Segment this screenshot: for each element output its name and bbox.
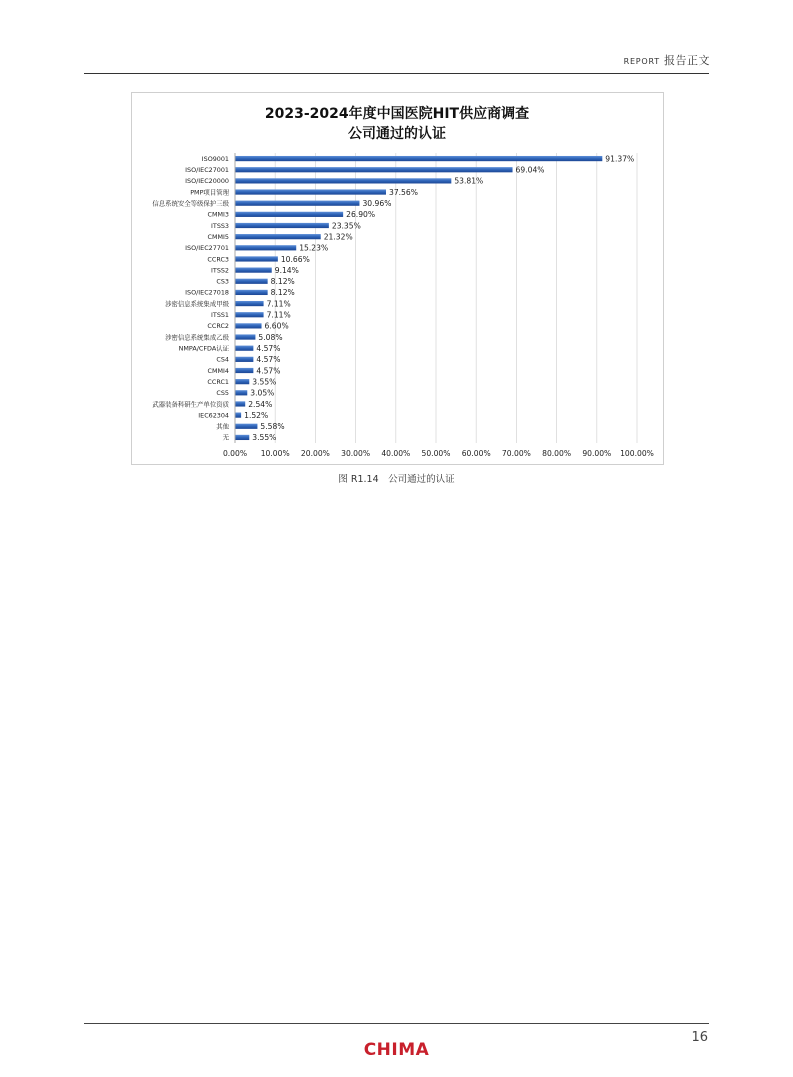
category-label: ITSS1 <box>211 311 229 320</box>
category-label: CMMI5 <box>207 232 229 241</box>
category-label: ISO/IEC27701 <box>185 244 229 253</box>
data-label: 3.55% <box>252 433 277 443</box>
bar <box>236 435 250 440</box>
category-label: ISO/IEC20000 <box>185 177 229 186</box>
data-label: 6.60% <box>264 321 289 331</box>
bar <box>236 268 272 273</box>
running-header <box>624 52 710 68</box>
data-label: 7.11% <box>266 299 291 309</box>
bar <box>236 212 344 217</box>
category-label: NMPA/CFDA认证 <box>178 344 229 353</box>
category-label: 无 <box>222 433 229 442</box>
x-tick-label: 30.00% <box>341 449 371 458</box>
category-label: ISO/IEC27018 <box>185 288 229 297</box>
header-label-cn: 报告正文 <box>664 54 710 67</box>
data-label: 5.08% <box>258 332 283 342</box>
category-label: CMMI3 <box>207 210 229 219</box>
bar <box>236 167 513 172</box>
bar <box>236 379 250 384</box>
x-tick-label: 100.00% <box>620 449 654 458</box>
chart-frame <box>131 92 664 465</box>
page-number: 16 <box>691 1030 708 1045</box>
footer-divider <box>84 1023 709 1024</box>
bar <box>236 323 262 328</box>
category-label: 信息系统安全等级保护三级 <box>152 199 229 208</box>
data-label: 21.32% <box>323 232 353 242</box>
chima-logo: CHIMA <box>363 1040 430 1060</box>
bar <box>236 256 278 261</box>
bar <box>236 390 248 395</box>
bar <box>236 334 256 339</box>
category-label: ISO/IEC27001 <box>185 166 229 175</box>
figure-caption: 图 R1.14 公司通过的认证 <box>338 474 455 485</box>
chart-title-line: 2023-2024年度中国医院HIT供应商调查 <box>264 106 530 122</box>
bar <box>236 413 242 418</box>
bar <box>236 346 254 351</box>
data-label: 3.55% <box>252 377 277 387</box>
data-label: 2.54% <box>248 399 273 409</box>
x-tick-label: 20.00% <box>300 449 330 458</box>
bar <box>236 301 264 306</box>
category-label: 其他 <box>216 422 229 431</box>
bar <box>236 312 264 317</box>
bar <box>236 279 268 284</box>
x-tick-label: 90.00% <box>582 449 612 458</box>
category-label: CCRC1 <box>207 377 229 386</box>
data-label: 30.96% <box>362 198 392 208</box>
x-tick-label: 0.00% <box>222 449 248 458</box>
data-label: 5.58% <box>260 422 285 432</box>
bar <box>236 178 452 183</box>
data-label: 69.04% <box>515 165 545 175</box>
category-label: CMMI4 <box>207 366 229 375</box>
x-tick-label: 70.00% <box>501 449 531 458</box>
data-label: 23.35% <box>331 221 361 231</box>
data-label: 4.57% <box>256 366 281 376</box>
category-label: CCRC2 <box>207 322 229 331</box>
bar <box>236 424 258 429</box>
data-label: 26.90% <box>346 210 376 220</box>
header-divider <box>84 73 709 74</box>
data-label: 15.23% <box>299 243 329 253</box>
category-label: 武器装备科研生产单位资质 <box>152 400 229 409</box>
bar <box>236 156 603 161</box>
bar <box>236 290 268 295</box>
category-label: PMP项目管理 <box>190 188 229 197</box>
bar <box>236 401 246 406</box>
bar <box>236 201 360 206</box>
category-label: CS3 <box>216 277 229 286</box>
category-label: ITSS3 <box>211 221 229 230</box>
data-label: 7.11% <box>266 310 291 320</box>
x-tick-label: 10.00% <box>260 449 290 458</box>
data-label: 53.81% <box>454 176 484 186</box>
bar <box>236 245 297 250</box>
category-label: 涉密信息系统集成甲级 <box>165 299 229 308</box>
data-label: 4.57% <box>256 343 281 353</box>
header-label-en: REPORT <box>623 57 660 66</box>
data-label: 10.66% <box>280 254 310 264</box>
x-tick-label: 60.00% <box>461 449 491 458</box>
bar <box>236 357 254 362</box>
x-tick-label: 50.00% <box>421 449 451 458</box>
chart-title-line: 公司通过的认证 <box>348 126 446 142</box>
data-label: 8.12% <box>270 288 295 298</box>
data-label: 9.14% <box>274 265 299 275</box>
data-label: 4.57% <box>256 355 281 365</box>
category-label: ISO9001 <box>201 154 229 163</box>
bar <box>236 368 254 373</box>
bar-chart <box>132 93 663 464</box>
category-label: CS4 <box>216 355 229 364</box>
data-label: 8.12% <box>270 277 295 287</box>
bar <box>236 189 386 194</box>
data-label: 37.56% <box>388 187 418 197</box>
category-label: 涉密信息系统集成乙级 <box>165 333 229 342</box>
bar <box>236 234 321 239</box>
category-label: IEC62304 <box>198 411 229 420</box>
category-label: CCRC3 <box>207 255 229 264</box>
category-label: CS5 <box>216 389 229 398</box>
x-tick-label: 80.00% <box>542 449 572 458</box>
data-label: 1.52% <box>244 410 269 420</box>
x-tick-label: 40.00% <box>381 449 411 458</box>
data-label: 3.05% <box>250 388 275 398</box>
bar <box>236 223 329 228</box>
data-label: 91.37% <box>605 154 635 164</box>
category-label: ITSS2 <box>211 266 229 275</box>
